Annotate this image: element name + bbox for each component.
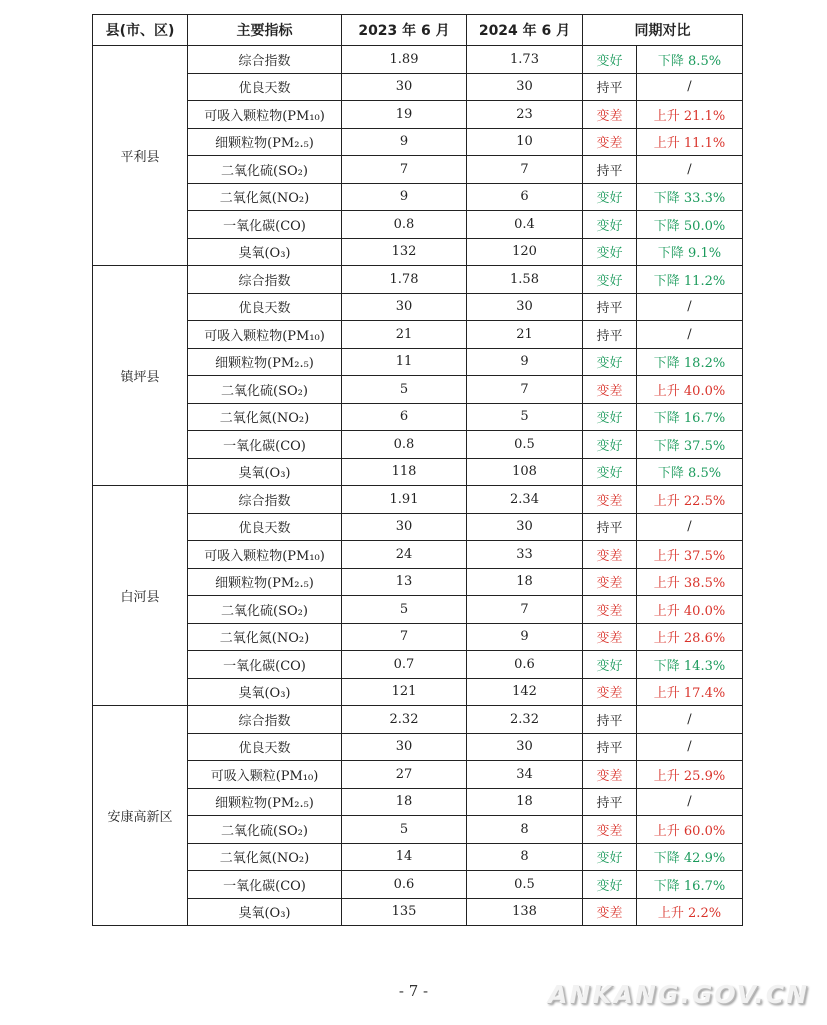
table-header	[93, 15, 743, 46]
indicator-cell: 一氧化碳(CO)	[188, 651, 342, 679]
value-2024-cell: 33	[467, 541, 583, 569]
trend-cell: 持平	[583, 513, 637, 541]
indicator-cell: 二氧化氮(NO₂)	[188, 623, 342, 651]
value-2024-cell: 21	[467, 321, 583, 349]
value-2023-cell: 0.7	[342, 651, 467, 679]
header-2023: 2023 年 6 月	[342, 15, 467, 46]
value-2024-cell: 7	[467, 376, 583, 404]
indicator-cell: 综合指数	[188, 486, 342, 514]
change-cell: 下降 8.5%	[637, 46, 743, 74]
trend-cell: 变差	[583, 623, 637, 651]
change-cell: 上升 11.1%	[637, 128, 743, 156]
indicator-cell: 二氧化氮(NO₂)	[188, 843, 342, 871]
value-2024-cell: 23	[467, 101, 583, 129]
table-row	[93, 211, 743, 239]
value-2024-cell: 30	[467, 73, 583, 101]
change-cell: 上升 25.9%	[637, 761, 743, 789]
value-2023-cell: 9	[342, 183, 467, 211]
value-2024-cell: 0.5	[467, 431, 583, 459]
trend-cell: 持平	[583, 788, 637, 816]
trend-cell: 持平	[583, 156, 637, 184]
value-2024-cell: 7	[467, 156, 583, 184]
indicator-cell: 一氧化碳(CO)	[188, 871, 342, 899]
table-row	[93, 156, 743, 184]
indicator-cell: 优良天数	[188, 513, 342, 541]
table-row	[93, 238, 743, 266]
value-2024-cell: 120	[467, 238, 583, 266]
table-row	[93, 651, 743, 679]
header-comparison: 同期对比	[583, 15, 743, 46]
change-cell: 上升 37.5%	[637, 541, 743, 569]
value-2023-cell: 1.91	[342, 486, 467, 514]
table-row	[93, 431, 743, 459]
indicator-cell: 臭氧(O₃)	[188, 238, 342, 266]
table-row	[93, 458, 743, 486]
change-cell: 下降 14.3%	[637, 651, 743, 679]
value-2023-cell: 30	[342, 293, 467, 321]
county-name: 安康高新区	[93, 706, 188, 926]
value-2024-cell: 30	[467, 733, 583, 761]
table-row	[93, 816, 743, 844]
value-2023-cell: 9	[342, 128, 467, 156]
trend-cell: 变好	[583, 183, 637, 211]
indicator-cell: 细颗粒物(PM₂.₅)	[188, 348, 342, 376]
value-2023-cell: 132	[342, 238, 467, 266]
change-cell: /	[637, 321, 743, 349]
change-cell: 上升 40.0%	[637, 596, 743, 624]
change-cell: 上升 28.6%	[637, 623, 743, 651]
value-2024-cell: 0.4	[467, 211, 583, 239]
air-quality-comparison-table	[92, 14, 743, 926]
change-cell: /	[637, 73, 743, 101]
value-2023-cell: 21	[342, 321, 467, 349]
value-2023-cell: 0.6	[342, 871, 467, 899]
table-row	[93, 788, 743, 816]
change-cell: 上升 21.1%	[637, 101, 743, 129]
value-2023-cell: 1.78	[342, 266, 467, 294]
trend-cell: 变好	[583, 348, 637, 376]
value-2023-cell: 14	[342, 843, 467, 871]
change-cell: /	[637, 788, 743, 816]
trend-cell: 变差	[583, 128, 637, 156]
value-2024-cell: 142	[467, 678, 583, 706]
indicator-cell: 二氧化氮(NO₂)	[188, 183, 342, 211]
value-2024-cell: 1.73	[467, 46, 583, 74]
indicator-cell: 二氧化硫(SO₂)	[188, 816, 342, 844]
value-2024-cell: 138	[467, 898, 583, 926]
county-name: 白河县	[93, 486, 188, 706]
value-2023-cell: 24	[342, 541, 467, 569]
change-cell: 下降 37.5%	[637, 431, 743, 459]
indicator-cell: 二氧化硫(SO₂)	[188, 376, 342, 404]
trend-cell: 持平	[583, 73, 637, 101]
indicator-cell: 一氧化碳(CO)	[188, 431, 342, 459]
table-row	[93, 321, 743, 349]
page-number: - 7 -	[398, 982, 429, 1000]
header-county: 县(市、区)	[93, 15, 188, 46]
indicator-cell: 臭氧(O₃)	[188, 678, 342, 706]
change-cell: 下降 9.1%	[637, 238, 743, 266]
table-row	[93, 403, 743, 431]
trend-cell: 变差	[583, 376, 637, 404]
table-row	[93, 101, 743, 129]
value-2024-cell: 2.32	[467, 706, 583, 734]
indicator-cell: 优良天数	[188, 73, 342, 101]
value-2024-cell: 34	[467, 761, 583, 789]
header-2024: 2024 年 6 月	[467, 15, 583, 46]
change-cell: /	[637, 513, 743, 541]
table-row	[93, 266, 743, 294]
trend-cell: 变好	[583, 871, 637, 899]
value-2023-cell: 0.8	[342, 431, 467, 459]
change-cell: /	[637, 733, 743, 761]
table-row	[93, 513, 743, 541]
trend-cell: 持平	[583, 706, 637, 734]
value-2023-cell: 6	[342, 403, 467, 431]
value-2024-cell: 0.5	[467, 871, 583, 899]
value-2023-cell: 118	[342, 458, 467, 486]
value-2024-cell: 5	[467, 403, 583, 431]
trend-cell: 变差	[583, 678, 637, 706]
table-row	[93, 706, 743, 734]
indicator-cell: 优良天数	[188, 733, 342, 761]
change-cell: 下降 16.7%	[637, 871, 743, 899]
change-cell: 上升 60.0%	[637, 816, 743, 844]
change-cell: 下降 8.5%	[637, 458, 743, 486]
table-row	[93, 348, 743, 376]
table-row	[93, 623, 743, 651]
table-row	[93, 46, 743, 74]
trend-cell: 持平	[583, 293, 637, 321]
change-cell: 下降 11.2%	[637, 266, 743, 294]
trend-cell: 持平	[583, 321, 637, 349]
change-cell: 下降 18.2%	[637, 348, 743, 376]
trend-cell: 变好	[583, 458, 637, 486]
value-2023-cell: 30	[342, 73, 467, 101]
trend-cell: 变好	[583, 266, 637, 294]
table-row	[93, 871, 743, 899]
table-row	[93, 541, 743, 569]
change-cell: /	[637, 156, 743, 184]
value-2024-cell: 9	[467, 623, 583, 651]
table-row	[93, 183, 743, 211]
value-2023-cell: 5	[342, 376, 467, 404]
trend-cell: 变差	[583, 816, 637, 844]
change-cell: 上升 40.0%	[637, 376, 743, 404]
trend-cell: 变差	[583, 486, 637, 514]
table-row	[93, 486, 743, 514]
value-2023-cell: 7	[342, 156, 467, 184]
value-2024-cell: 2.34	[467, 486, 583, 514]
change-cell: 下降 42.9%	[637, 843, 743, 871]
value-2024-cell: 6	[467, 183, 583, 211]
table-row	[93, 843, 743, 871]
indicator-cell: 一氧化碳(CO)	[188, 211, 342, 239]
table-row	[93, 678, 743, 706]
indicator-cell: 综合指数	[188, 706, 342, 734]
indicator-cell: 二氧化硫(SO₂)	[188, 156, 342, 184]
value-2024-cell: 30	[467, 513, 583, 541]
indicator-cell: 可吸入颗粒物(PM₁₀)	[188, 541, 342, 569]
value-2024-cell: 108	[467, 458, 583, 486]
trend-cell: 变好	[583, 651, 637, 679]
change-cell: /	[637, 293, 743, 321]
value-2023-cell: 18	[342, 788, 467, 816]
value-2024-cell: 10	[467, 128, 583, 156]
change-cell: 下降 16.7%	[637, 403, 743, 431]
trend-cell: 变好	[583, 211, 637, 239]
trend-cell: 变差	[583, 596, 637, 624]
value-2024-cell: 8	[467, 816, 583, 844]
indicator-cell: 优良天数	[188, 293, 342, 321]
trend-cell: 变好	[583, 238, 637, 266]
indicator-cell: 臭氧(O₃)	[188, 458, 342, 486]
trend-cell: 变差	[583, 761, 637, 789]
change-cell: 上升 2.2%	[637, 898, 743, 926]
table-row	[93, 761, 743, 789]
table-row	[93, 898, 743, 926]
table-row	[93, 128, 743, 156]
value-2023-cell: 121	[342, 678, 467, 706]
change-cell: 上升 38.5%	[637, 568, 743, 596]
trend-cell: 变好	[583, 403, 637, 431]
change-cell: 上升 22.5%	[637, 486, 743, 514]
table-row	[93, 376, 743, 404]
value-2024-cell: 0.6	[467, 651, 583, 679]
indicator-cell: 综合指数	[188, 46, 342, 74]
header-indicator: 主要指标	[188, 15, 342, 46]
county-name: 镇坪县	[93, 266, 188, 486]
value-2023-cell: 5	[342, 816, 467, 844]
value-2024-cell: 1.58	[467, 266, 583, 294]
value-2024-cell: 18	[467, 568, 583, 596]
table-body	[93, 46, 743, 926]
trend-cell: 持平	[583, 733, 637, 761]
trend-cell: 变差	[583, 898, 637, 926]
indicator-cell: 细颗粒物(PM₂.₅)	[188, 128, 342, 156]
indicator-cell: 细颗粒物(PM₂.₅)	[188, 568, 342, 596]
value-2023-cell: 30	[342, 513, 467, 541]
change-cell: 下降 33.3%	[637, 183, 743, 211]
change-cell: /	[637, 706, 743, 734]
indicator-cell: 可吸入颗粒物(PM₁₀)	[188, 321, 342, 349]
value-2023-cell: 1.89	[342, 46, 467, 74]
indicator-cell: 二氧化硫(SO₂)	[188, 596, 342, 624]
change-cell: 下降 50.0%	[637, 211, 743, 239]
value-2023-cell: 27	[342, 761, 467, 789]
trend-cell: 变差	[583, 541, 637, 569]
change-cell: 上升 17.4%	[637, 678, 743, 706]
indicator-cell: 臭氧(O₃)	[188, 898, 342, 926]
value-2023-cell: 0.8	[342, 211, 467, 239]
table-row	[93, 73, 743, 101]
indicator-cell: 可吸入颗粒物(PM₁₀)	[188, 101, 342, 129]
trend-cell: 变差	[583, 568, 637, 596]
indicator-cell: 可吸入颗粒(PM₁₀)	[188, 761, 342, 789]
value-2023-cell: 11	[342, 348, 467, 376]
value-2023-cell: 19	[342, 101, 467, 129]
indicator-cell: 细颗粒物(PM₂.₅)	[188, 788, 342, 816]
value-2024-cell: 9	[467, 348, 583, 376]
value-2023-cell: 30	[342, 733, 467, 761]
value-2023-cell: 135	[342, 898, 467, 926]
table-row	[93, 596, 743, 624]
value-2023-cell: 13	[342, 568, 467, 596]
table-row	[93, 568, 743, 596]
value-2024-cell: 7	[467, 596, 583, 624]
table-row	[93, 733, 743, 761]
trend-cell: 变好	[583, 843, 637, 871]
county-name: 平利县	[93, 46, 188, 266]
value-2023-cell: 7	[342, 623, 467, 651]
trend-cell: 变差	[583, 101, 637, 129]
watermark-logo: ANKANG.GOV.CN	[547, 980, 809, 1009]
value-2024-cell: 8	[467, 843, 583, 871]
value-2024-cell: 30	[467, 293, 583, 321]
value-2024-cell: 18	[467, 788, 583, 816]
table-row	[93, 293, 743, 321]
indicator-cell: 综合指数	[188, 266, 342, 294]
value-2023-cell: 5	[342, 596, 467, 624]
indicator-cell: 二氧化氮(NO₂)	[188, 403, 342, 431]
value-2023-cell: 2.32	[342, 706, 467, 734]
trend-cell: 变好	[583, 46, 637, 74]
trend-cell: 变好	[583, 431, 637, 459]
